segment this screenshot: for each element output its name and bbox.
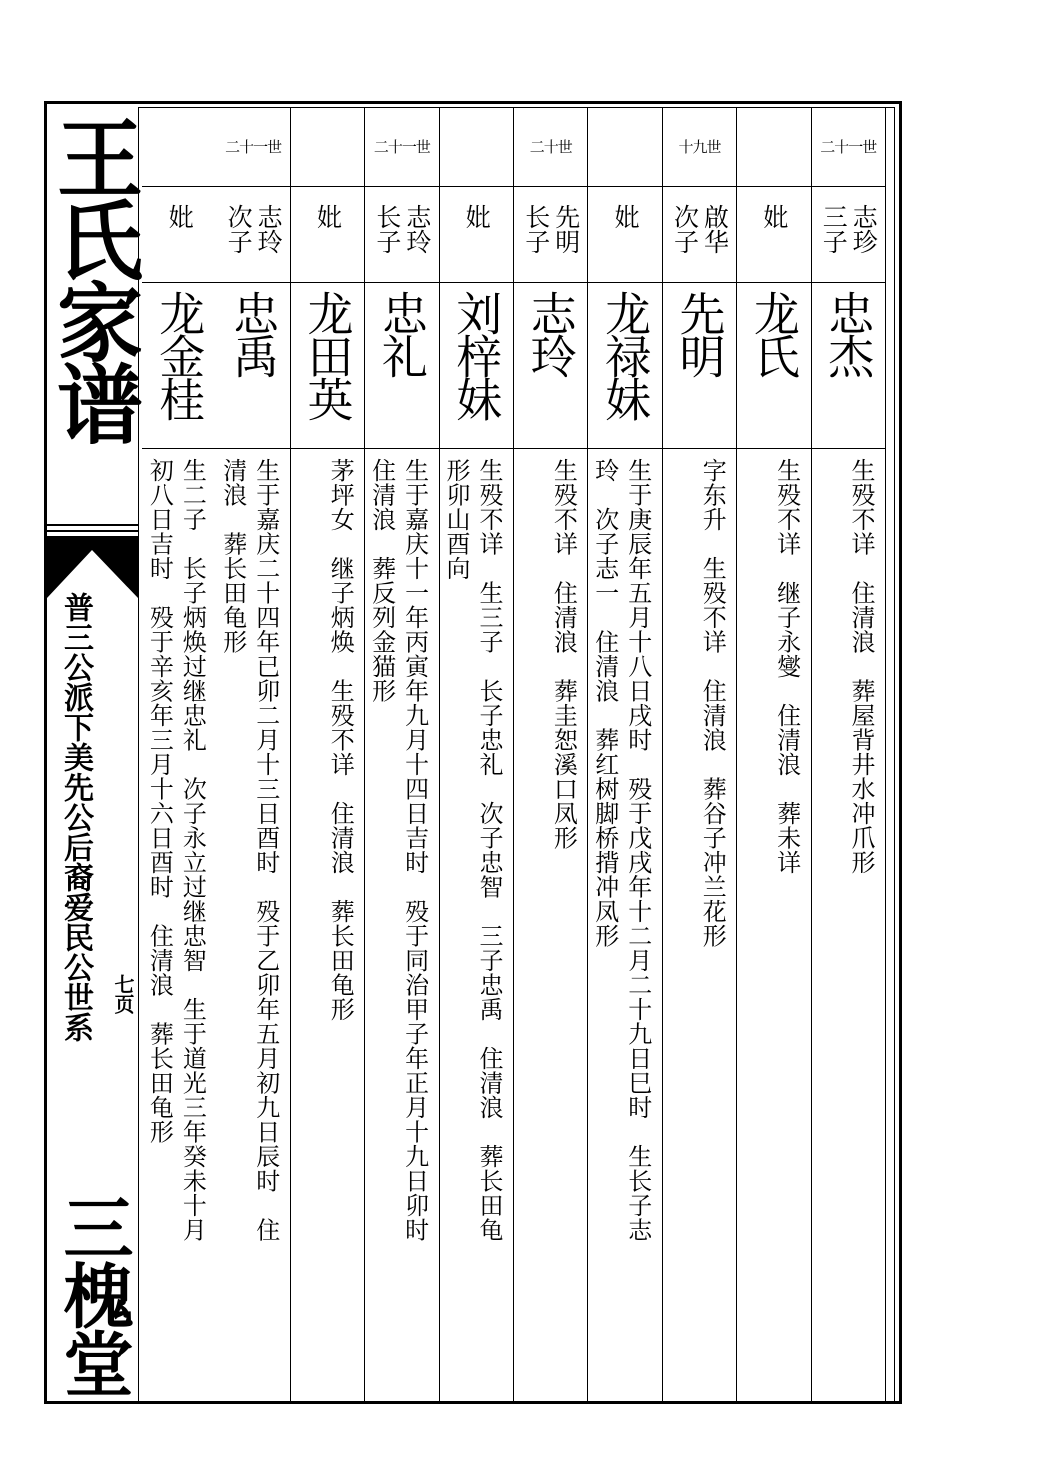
relation-label: 妣: [165, 204, 195, 229]
person-name: 龙田英: [300, 290, 355, 419]
person-bio: 字东升 生殁不详 住清浪 葬谷子冲兰花形: [698, 458, 727, 948]
relation-label: 志玲 长子: [372, 204, 432, 254]
relation-label: 妣: [462, 204, 492, 229]
entry-column: [142, 108, 216, 1401]
page-number: 七页: [111, 974, 135, 1014]
title-rule-top: [47, 524, 138, 526]
person-bio: 生殁不详 生三子 长子忠礼 次子忠智 三子忠禹 住清浪 葬长田龟 形卯山酉向: [441, 458, 503, 1242]
entry-column: [440, 108, 514, 1401]
person-bio: 生殁不详 继子永燮 住清浪 葬未详: [772, 458, 801, 875]
person-name: 志玲: [523, 290, 578, 376]
generation-label: 二十一世: [820, 138, 877, 156]
relation-label: 啟华 次子: [670, 204, 730, 254]
person-name: 龙氏: [746, 290, 801, 376]
genealogy-grid: [142, 108, 886, 1401]
entry-column: [514, 108, 588, 1401]
generation-label: 二十一世: [373, 138, 430, 156]
person-name: 刘梓妹: [449, 290, 504, 419]
generation-label: 二十世: [529, 138, 572, 156]
relation-label: 志玲 次子: [224, 204, 284, 254]
person-bio: 茅坪女 继子炳焕 生殁不详 住清浪 葬长田龟形: [326, 458, 355, 1022]
person-name: 忠杰: [821, 290, 876, 376]
relation-label: 妣: [759, 204, 789, 229]
title-rule-bottom: [47, 530, 138, 532]
person-name: 忠礼: [374, 290, 429, 376]
entry-column: [812, 108, 886, 1401]
relation-label: 先明 长子: [521, 204, 581, 254]
person-bio: 生于庚辰年五月十八日戌时 殁于戊戌年十二月二十九日巳时 生长子志 玲 次子志一 住清浪 葬红树脚桥揹冲凤形: [590, 458, 652, 1242]
generation-label: 二十一世: [225, 138, 282, 156]
book-title: 王氏家谱: [42, 114, 143, 442]
person-bio: 生于嘉庆十一年丙寅年九月十四日吉时 殁于同治甲子年正月十九日卯时 住清浪 葬反列金猫形: [367, 458, 429, 1242]
relation-label: 志珍 三子: [819, 204, 879, 254]
lineage-subtitle: 普三公派下美先公后裔爱民公世系: [58, 592, 93, 1042]
entry-column: [216, 108, 290, 1401]
person-name: 忠禹: [226, 290, 281, 376]
relation-label: 妣: [611, 204, 641, 229]
entry-column: [737, 108, 811, 1401]
person-bio: 生二子 长子炳焕过继忠礼 次子永立过继忠智 生于道光三年癸未十月 初八日吉时 殁于辛亥年三月十六日酉时 住清浪 葬长田龟形: [145, 458, 207, 1242]
relation-label: 妣: [313, 204, 343, 229]
person-bio: 生殁不详 住清浪 葬屋背井水冲爪形: [846, 458, 875, 875]
person-name: 先明: [672, 290, 727, 376]
black-fishtail-ornament: [47, 536, 138, 598]
person-name: 龙金桂: [152, 290, 207, 419]
entry-column: [365, 108, 439, 1401]
person-bio: 生于嘉庆二十四年已卯二月十三日酉时 殁于乙卯年五月初九日辰时 住 清浪 葬长田龟形: [218, 458, 280, 1242]
generation-label: 十九世: [678, 138, 721, 156]
person-name: 龙禄妹: [598, 290, 653, 419]
title-band: [42, 104, 143, 1401]
person-bio: 生殁不详 住清浪 葬圭恕溪口凤形: [549, 458, 578, 850]
entry-column: [663, 108, 737, 1401]
hall-name: 三槐堂: [52, 1192, 135, 1396]
entry-column: [291, 108, 365, 1401]
entry-column: [588, 108, 662, 1401]
